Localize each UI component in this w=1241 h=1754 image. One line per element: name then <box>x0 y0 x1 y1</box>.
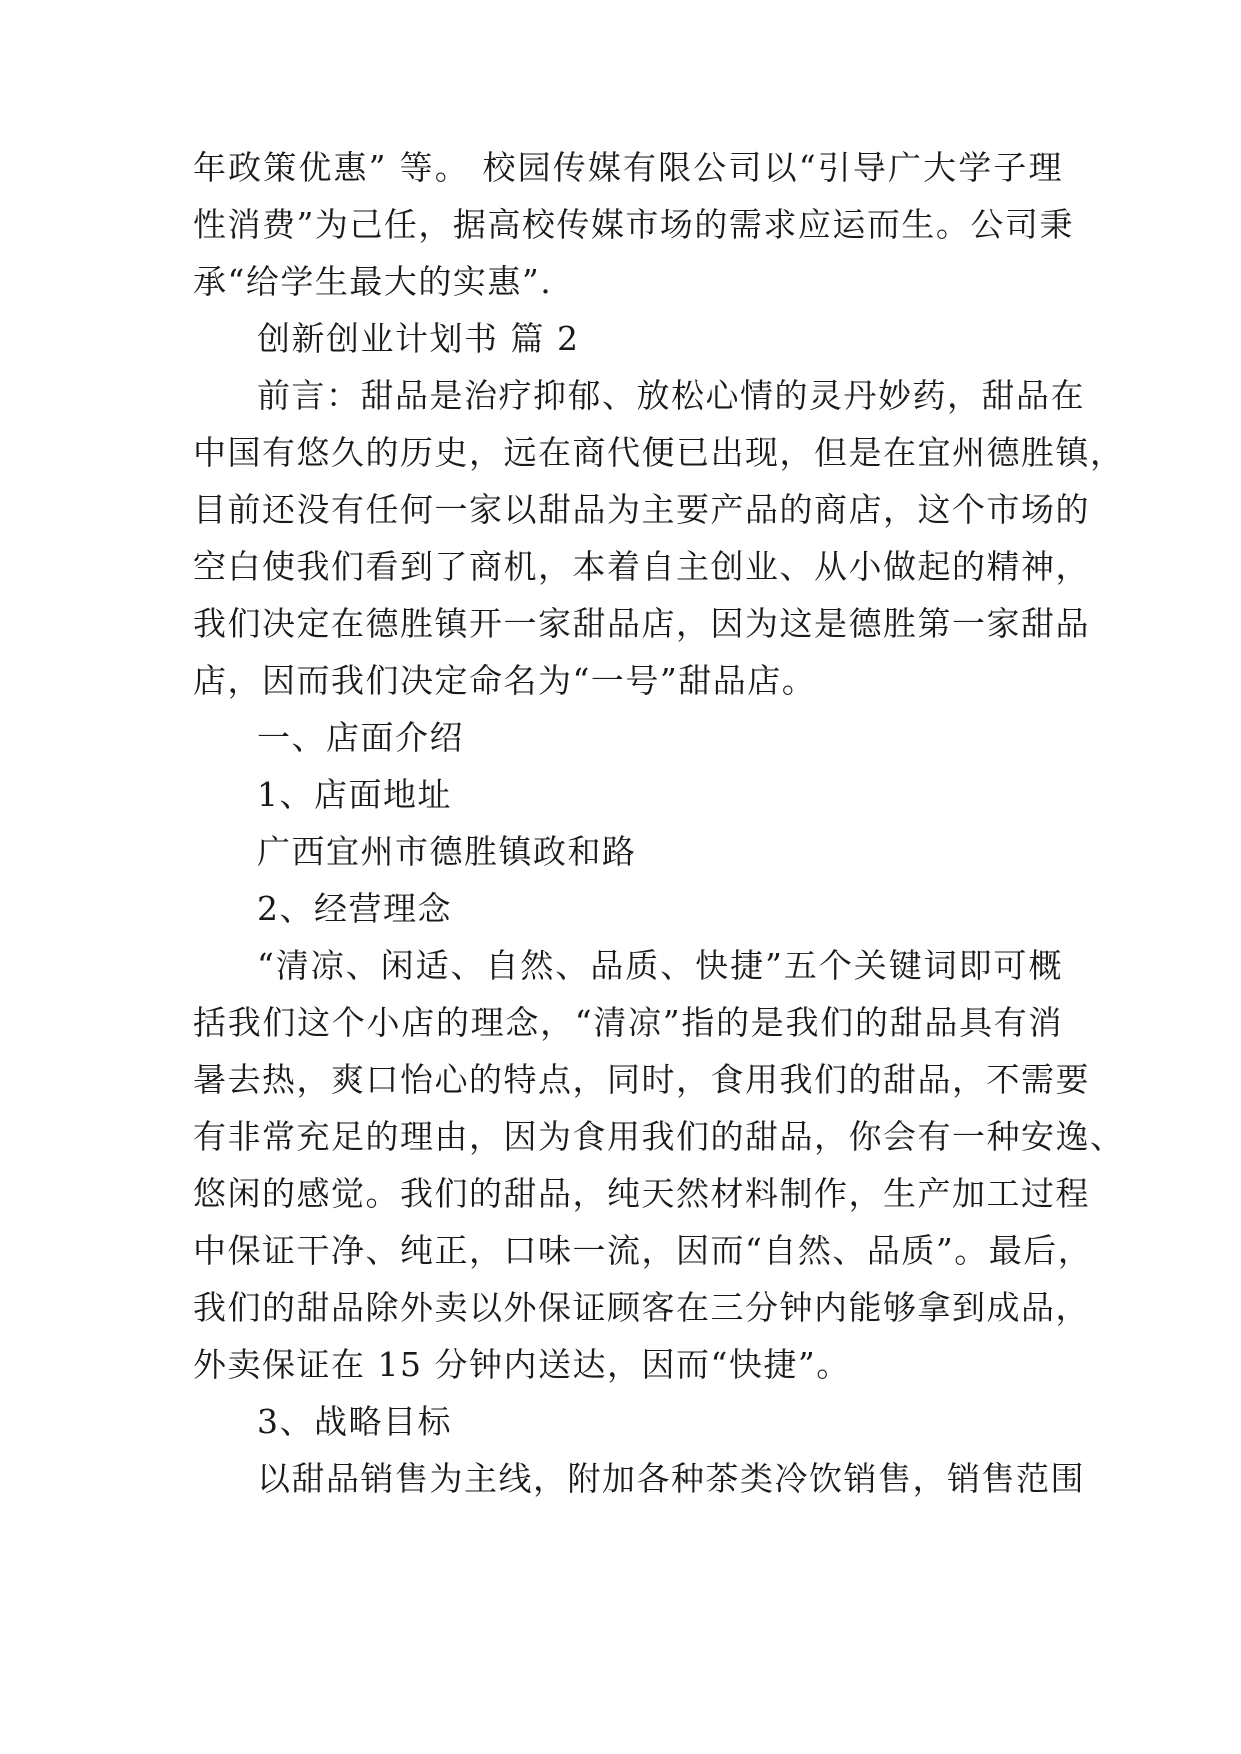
body-text-line: 性消费”为己任，据高校传媒市场的需求应运而生。公司秉 <box>193 205 1074 244</box>
body-text-line: 有非常充足的理由，因为食用我们的甜品，你会有一种安逸、 <box>193 1117 1125 1156</box>
body-text-line: 外卖保证在 15 分钟内送达，因而“快捷”。 <box>193 1345 851 1384</box>
subsection-heading: 2、经营理念 <box>257 889 452 928</box>
body-text-line: 中保证干净、纯正，口味一流，因而“自然、品质”。最后， <box>193 1231 1093 1270</box>
body-text-line: 我们的甜品除外卖以外保证顾客在三分钟内能够拿到成品， <box>193 1288 1090 1327</box>
section-heading: 创新创业计划书 篇 2 <box>257 319 580 358</box>
body-text-line: 前言：甜品是治疗抑郁、放松心情的灵丹妙药，甜品在 <box>257 376 1085 415</box>
body-text-line: 悠闲的感觉。我们的甜品，纯天然材料制作，生产加工过程 <box>193 1174 1090 1213</box>
body-text-line: 空白使我们看到了商机，本着自主创业、从小做起的精神， <box>193 547 1090 586</box>
body-text-line: “清凉、闲适、自然、品质、快捷”五个关键词即可概 <box>257 946 1063 985</box>
body-text-line: 广西宜州市德胜镇政和路 <box>257 832 637 871</box>
body-text-line: 暑去热，爽口怡心的特点，同时，食用我们的甜品，不需要 <box>193 1060 1090 1099</box>
body-text-line: 目前还没有任何一家以甜品为主要产品的商店，这个市场的 <box>193 490 1090 529</box>
body-text-line: 我们决定在德胜镇开一家甜品店，因为这是德胜第一家甜品 <box>193 604 1090 643</box>
subsection-heading: 3、战略目标 <box>257 1402 452 1441</box>
body-text-line: 店，因而我们决定命名为“一号”甜品店。 <box>193 661 817 700</box>
section-heading: 一、店面介绍 <box>257 718 464 757</box>
subsection-heading: 1、店面地址 <box>257 775 452 814</box>
body-text-line: 年政策优惠” 等。 校园传媒有限公司以“引导广大学子理 <box>193 148 1063 187</box>
body-text-line: 中国有悠久的历史，远在商代便已出现，但是在宜州德胜镇， <box>193 433 1125 472</box>
body-text-line: 承“给学生最大的实惠”. <box>193 262 553 301</box>
body-text-line: 以甜品销售为主线，附加各种茶类冷饮销售，销售范围 <box>257 1459 1085 1498</box>
body-text-line: 括我们这个小店的理念，“清凉”指的是我们的甜品具有消 <box>193 1003 1063 1042</box>
